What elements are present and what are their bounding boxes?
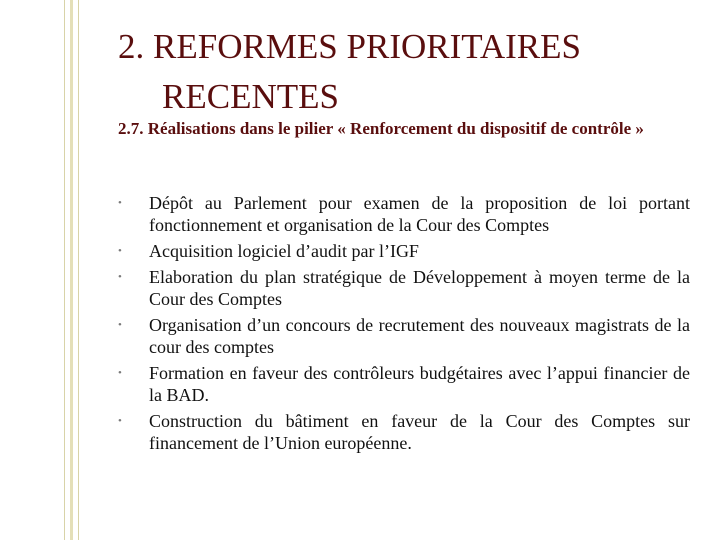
left-border-line	[70, 0, 73, 540]
bullet-item	[118, 410, 690, 454]
slide-title-line-2: RECENTES	[162, 77, 339, 116]
bullet-icon: •	[118, 245, 122, 257]
bullet-item	[118, 240, 690, 262]
bullet-text: Elaboration du plan stratégique de Développement à moyen terme de la Cour des Comptes	[149, 267, 690, 309]
bullet-icon: •	[118, 367, 122, 379]
bullet-icon: •	[118, 197, 122, 209]
slide-title	[118, 22, 698, 122]
bullet-text: Dépôt au Parlement pour examen de la proposition de loi portant fonctionnement et organisation de la Cour des Comptes	[149, 193, 690, 235]
bullet-item	[118, 362, 690, 406]
bullet-text: Construction du bâtiment en faveur de la Cour des Comptes sur financement de l’Union européenne.	[149, 411, 690, 453]
bullet-text: Formation en faveur des contrôleurs budgétaires avec l’appui financier de la BAD.	[149, 363, 690, 405]
slide-title-line-1: 2. REFORMES PRIORITAIRES	[118, 27, 581, 66]
bullet-item	[118, 192, 690, 236]
bullet-icon: •	[118, 319, 122, 331]
bullet-text: Acquisition logiciel d’audit par l’IGF	[149, 241, 419, 261]
left-border-line	[78, 0, 79, 540]
left-border-line	[64, 0, 65, 540]
bullet-text: Organisation d’un concours de recrutement des nouveaux magistrats de la cour des comptes	[149, 315, 690, 357]
slide-subtitle: 2.7. Réalisations dans le pilier « Renforcement du dispositif de contrôle »	[118, 119, 644, 138]
bullet-icon: •	[118, 415, 122, 427]
bullet-item	[118, 266, 690, 310]
bullet-item	[118, 314, 690, 358]
bullet-icon: •	[118, 271, 122, 283]
bullet-list	[118, 192, 690, 458]
